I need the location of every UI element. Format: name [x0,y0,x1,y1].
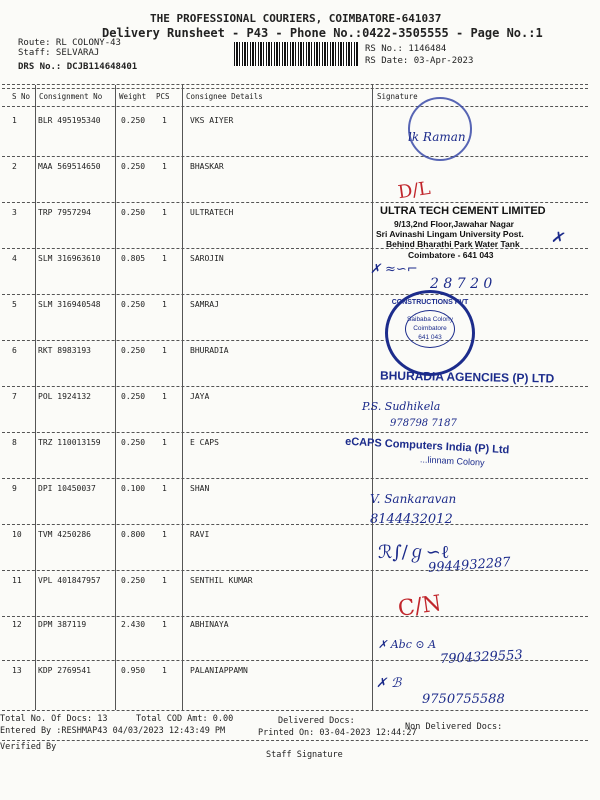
cell-consignment: BLR 495195340 [38,116,101,125]
drs-number: DRS No.: DCJB114648401 [18,62,138,72]
red-mark-dl: D/L [396,177,432,204]
bhuradia-stamp: BHURADIA AGENCIES (P) LTD [379,368,555,386]
cell-sno: 9 [12,484,17,493]
cell-sno: 1 [12,116,17,125]
cell-consignee: E CAPS [190,438,219,447]
cell-pcs: 1 [162,438,167,447]
cell-sno: 7 [12,392,17,401]
signature-row-1: lk Raman [408,130,466,144]
entered-by: Entered By :RESHMAP43 04/03/2023 12:43:49 PM [0,726,226,736]
cell-consignee: ULTRATECH [190,208,234,217]
cell-sno: 10 [12,530,22,539]
col-sno: S No [12,92,31,101]
cell-consignment: TRP 7957294 [38,208,91,217]
signature-row-9: 8144432012 [370,512,453,527]
cell-pcs: 1 [162,162,167,171]
staff-signature: Staff Signature [266,750,343,760]
non-delivered-docs: Non Delivered Docs: [405,722,503,732]
signature-row-13: ✗ ℬ [376,676,402,691]
cell-consignment: KDP 2769541 [38,666,91,675]
signature-row-9: V. Sankaravan [370,492,457,506]
col-consignment: Consignment No [39,92,103,101]
cell-sno: 11 [12,576,22,585]
cell-consignee: ABHINAYA [190,620,229,629]
ultratech-stamp-address: Coimbatore - 641 043 [408,250,494,260]
cell-sno: 4 [12,254,17,263]
ultratech-stamp-address: 9/13,2nd Floor,Jawahar Nagar [394,219,514,229]
route: Route: RL COLONY-43 [18,38,121,48]
cell-pcs: 1 [162,116,167,125]
cell-consignment: DPM 387119 [38,620,87,629]
total-docs: Total No. Of Docs: 13 [0,714,108,724]
cell-consignee: BHURADIA [190,346,229,355]
cell-consignment: TVM 4250286 [38,530,91,539]
cell-weight: 0.250 [121,576,146,585]
row-separator [2,202,588,203]
cell-sno: 3 [12,208,17,217]
cell-consignee: VKS AIYER [190,116,234,125]
col-pcs: PCS [156,92,170,101]
cell-sno: 8 [12,438,17,447]
rs-number: RS No.: 1146484 [365,44,447,54]
col-weight: Weight [119,92,147,101]
col-signature: Signature [377,92,418,101]
ultratech-stamp-address: Behind Bharathi Park Water Tank [386,239,520,249]
stamp-ring-text: CONSTRUCTIONS PVT [391,299,469,306]
signature-row-7: P.S. Sudhikela [362,400,441,413]
cell-pcs: 1 [162,666,167,675]
signature-row-10: 9944932287 [427,555,512,576]
cell-consignee: RAVI [190,530,210,539]
cell-pcs: 1 [162,530,167,539]
row-separator [2,156,588,157]
cell-consignee: JAYA [190,392,210,401]
ring-stamp [408,97,472,161]
row-separator [2,294,588,295]
rs-date: RS Date: 03-Apr-2023 [365,56,474,66]
cell-pcs: 1 [162,208,167,217]
ecaps-stamp-address: ...linnam Colony [419,454,485,468]
cell-weight: 0.805 [121,254,146,263]
red-mark-cn: C/N [396,591,444,622]
cell-sno: 12 [12,620,22,629]
cell-weight: 0.250 [121,300,146,309]
cell-weight: 0.250 [121,116,146,125]
ultratech-stamp-name: ULTRA TECH CEMENT LIMITED [380,205,546,217]
col-consignee: Consignee Details [186,92,263,101]
cell-consignee: BHASKAR [190,162,224,171]
cell-pcs: 1 [162,620,167,629]
cell-pcs: 1 [162,392,167,401]
printed-on: Printed On: 03-04-2023 12:44:27 [258,728,417,738]
cell-weight: 0.950 [121,666,146,675]
cell-consignment: RKT 8983193 [38,346,91,355]
row-separator [2,432,588,433]
ultratech-stamp-address: Sri Avinashi Lingam University Post. [376,229,524,239]
cell-consignee: SENTHIL KUMAR [190,576,253,585]
row-separator [2,340,588,341]
stamp-center-text: 641 043 [418,334,442,341]
cell-consignment: POL 1924132 [38,392,91,401]
stamp-center-text: Coimbatore [413,325,447,332]
ecaps-stamp: eCAPS Computers India (P) Ltd [344,435,510,457]
row-separator [2,616,588,617]
signature-row-4: 2 8 7 2 0 [430,276,493,292]
barcode [234,42,358,66]
cell-consignment: DPI 10450037 [38,484,96,493]
cell-pcs: 1 [162,484,167,493]
cell-pcs: 1 [162,254,167,263]
delivered-docs: Delivered Docs: [278,716,355,726]
cell-weight: 0.800 [121,530,146,539]
cell-consignment: TRZ 110013159 [38,438,101,447]
staff-name: Staff: SELVARAJ [18,48,100,58]
cross-mark: ✗ [549,226,568,249]
cell-consignee: PALANIAPPAMN [190,666,248,675]
cell-consignment: VPL 401847957 [38,576,101,585]
runsheet-title: Delivery Runsheet - P43 - Phone No.:0422-3505555 - Page No.:1 [102,26,543,40]
cell-consignee: SHAN [190,484,210,493]
row-separator [2,478,588,479]
cell-pcs: 1 [162,346,167,355]
cell-weight: 2.430 [121,620,146,629]
stamp-center-text: Saibaba Colony [407,316,453,323]
row-separator [2,386,588,387]
cell-weight: 0.250 [121,346,146,355]
cell-sno: 2 [12,162,17,171]
company-name: THE PROFESSIONAL COURIERS, COIMBATORE-641037 [150,12,442,25]
signature-row-10: ℛ∫∕ℊ∽ℓ [378,542,450,563]
cell-consignment: SLM 316940548 [38,300,101,309]
cell-pcs: 1 [162,576,167,585]
cell-weight: 0.250 [121,392,146,401]
cell-sno: 5 [12,300,17,309]
cell-weight: 0.250 [121,438,146,447]
cell-weight: 0.250 [121,208,146,217]
verified-by: Verified By [0,742,57,752]
cell-consignee: SAROJIN [190,254,224,263]
cell-consignee: SAMRAJ [190,300,219,309]
cell-consignment: SLM 316963610 [38,254,101,263]
signature-row-12: 7904329553 [439,647,524,668]
constructions-round-stamp [385,290,475,376]
cell-weight: 0.100 [121,484,146,493]
row-separator [2,524,588,525]
signature-row-12: ✗ Abc ⊙ A [378,638,437,651]
cell-weight: 0.250 [121,162,146,171]
cell-sno: 6 [12,346,17,355]
signature-row-7: 978798 7187 [390,418,457,429]
cell-pcs: 1 [162,300,167,309]
cell-sno: 13 [12,666,22,675]
signature-row-13: 9750755588 [422,692,505,707]
signature-row-4: ✗ ≈∽⌐ [370,262,418,277]
cell-consignment: MAA 569514650 [38,162,101,171]
total-cod: Total COD Amt: 0.00 [136,714,234,724]
